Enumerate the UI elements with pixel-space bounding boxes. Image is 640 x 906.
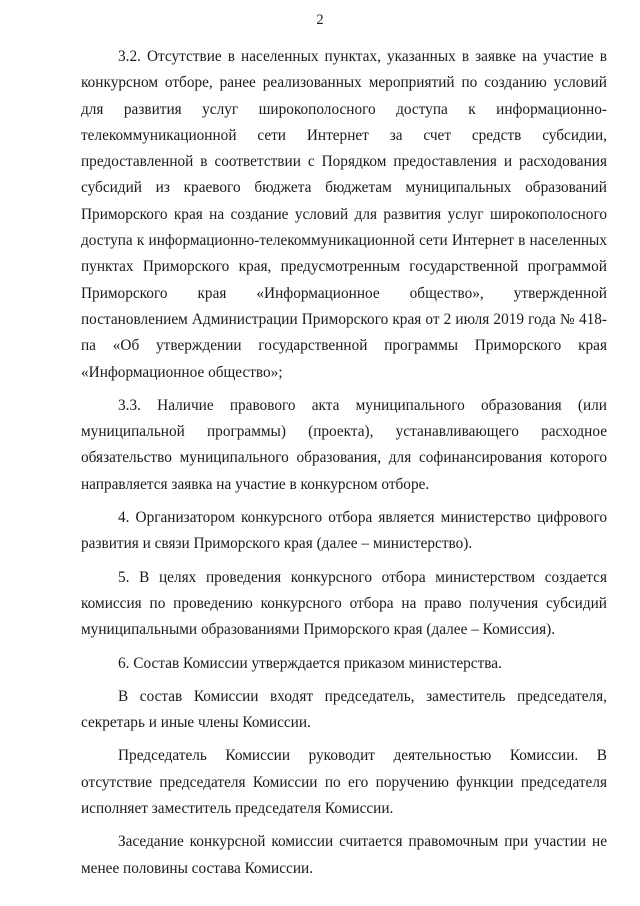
paragraph-6: 6. Состав Комиссии утверждается приказом министерства.: [118, 654, 502, 672]
document-body: [81, 44, 607, 889]
paragraph-3-3: 3.3. Наличие правового акта муниципального образования (или муниципальной программы) (проекта), устанавливающего расходное обязательство муниципального образования, для софинансирования которого направляется заявка на участие в конкурсном отборе.: [81, 396, 607, 493]
paragraph-quorum: Заседание конкурсной комиссии считается правомочным при участии не менее половины состава Комиссии.: [81, 833, 607, 877]
paragraph-4: 4. Организатором конкурсного отбора является министерство цифрового развития и связи Приморского края (далее – министерство).: [81, 509, 607, 553]
paragraph-3-2: 3.2. Отсутствие в населенных пунктах, указанных в заявке на участие в конкурсном отборе, ранее реализованных мероприятий по созданию условий для развития услуг широкополосного доступа к информационно-телекоммуникационной сети Интернет за счет средств субсидии, предоставленной в соответствии с Порядком предоставления и расходования субсидий из краевого бюджета бюджетам муниципальных образований Приморского края на создание условий для развития услуг широкополосного доступа к информационно-телекоммуникационной сети Интернет в населенных пунктах Приморского края, предусмотренным государственной программой Приморского края «Информационное общество», утвержденной постановлением Администрации Приморского края от 2 июля 2019 года № 418-па «Об утверждении государственной программы Приморского края «Информационное общество»;: [81, 48, 607, 381]
paragraph-commission-composition: В состав Комиссии входят председатель, заместитель председателя, секретарь и иные члены Комиссии.: [81, 687, 607, 732]
page-number: 2: [316, 12, 324, 28]
paragraph-5: 5. В целях проведения конкурсного отбора министерством создается комиссия по проведению конкурсного отбора на право получения субсидий муниципальными образованиями Приморского края (далее – Комиссия).: [81, 568, 607, 639]
paragraph-chairman: Председатель Комиссии руководит деятельностью Комиссии. В отсутствие председателя Комиссии по его поручению функции председателя исполняет заместитель председателя Комиссии.: [81, 747, 607, 818]
